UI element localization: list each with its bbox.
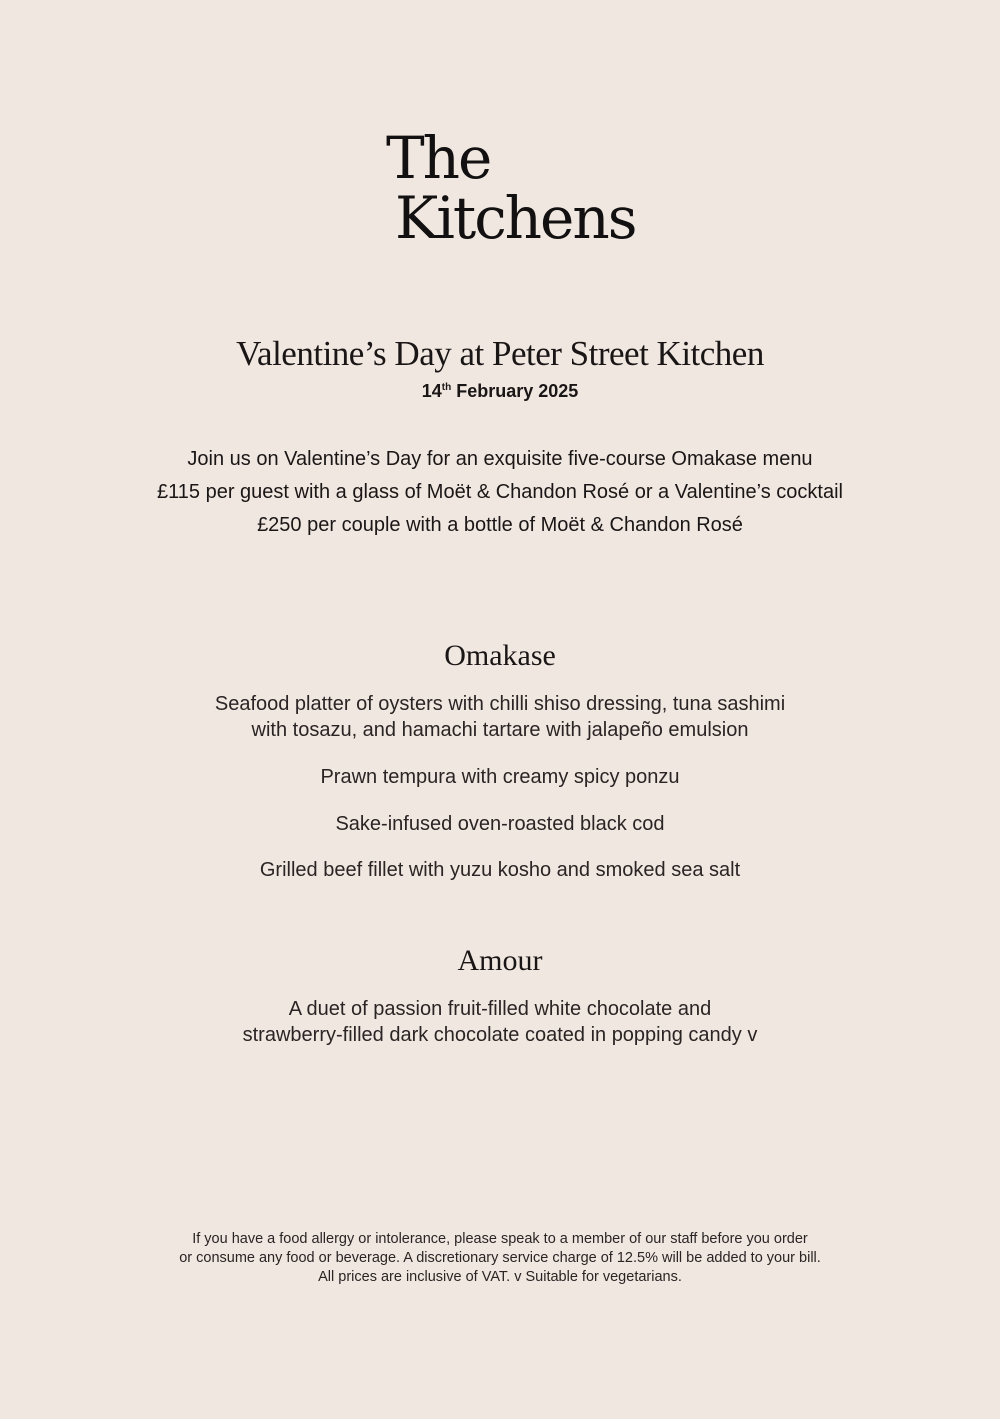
footer-line: All prices are inclusive of VAT. v Suitable for vegetarians. xyxy=(318,1269,682,1285)
course-line: Prawn tempura with creamy spicy ponzu xyxy=(320,766,680,788)
footer-line: or consume any food or beverage. A discretionary service charge of 12.5% will be added to your bill. xyxy=(179,1250,821,1266)
amour-heading: Amour xyxy=(457,944,543,977)
event-date xyxy=(0,379,1000,403)
course-line: with tosazu, and hamachi tartare with jalapeño emulsion xyxy=(251,719,749,741)
intro-line: £250 per couple with a bottle of Moët & Chandon Rosé xyxy=(257,514,743,536)
course-line: strawberry-filled dark chocolate coated in popping candy v xyxy=(242,1024,758,1046)
brand-logo xyxy=(386,124,646,252)
event-title: Valentine’s Day at Peter Street Kitchen xyxy=(236,334,764,373)
footer-line: If you have a food allergy or intolerance, please speak to a member of our staff before you order xyxy=(192,1231,808,1247)
event-date-day: 14 xyxy=(421,381,442,401)
course-line: Sake-infused oven-roasted black cod xyxy=(335,813,665,835)
event-date-month-year: February 2025 xyxy=(451,381,579,401)
menu-course xyxy=(0,811,1000,837)
course-line: A duet of passion fruit-filled white chocolate and xyxy=(288,998,712,1020)
course-line: Seafood platter of oysters with chilli shiso dressing, tuna sashimi xyxy=(214,693,786,715)
menu-course xyxy=(0,764,1000,790)
intro-text xyxy=(0,443,1000,542)
menu-course xyxy=(0,691,1000,743)
allergy-notice xyxy=(0,1230,1000,1287)
omakase-heading: Omakase xyxy=(444,639,556,672)
intro-line: £115 per guest with a glass of Moët & Chandon Rosé or a Valentine’s cocktail xyxy=(157,481,843,503)
course-line: Grilled beef fillet with yuzu kosho and smoked sea salt xyxy=(259,859,741,881)
menu-course xyxy=(0,857,1000,883)
logo-line-kitchens: Kitchens xyxy=(395,184,636,252)
event-date-suffix: th xyxy=(441,382,452,393)
intro-line: Join us on Valentine’s Day for an exquisite five-course Omakase menu xyxy=(187,448,813,470)
dessert-course xyxy=(0,996,1000,1048)
logo-line-the: The xyxy=(386,124,491,192)
